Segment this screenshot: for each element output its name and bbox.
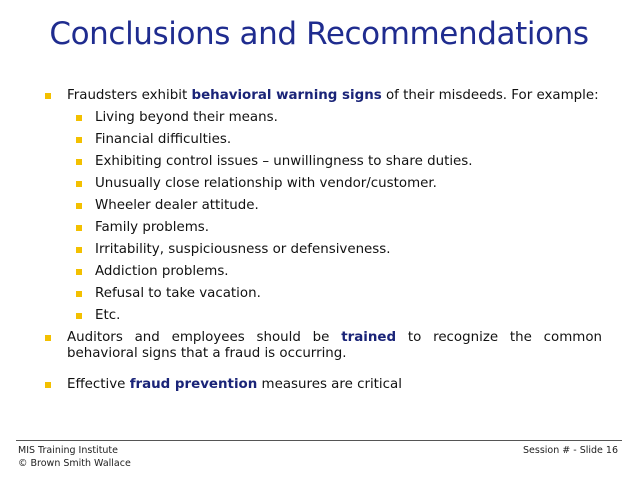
bullet-square-icon — [76, 247, 82, 253]
sub-bullet-item — [95, 198, 602, 214]
bullet-text: of their misdeeds. For example: — [381, 88, 599, 103]
sub-bullet-item — [95, 154, 602, 170]
sub-bullet-item — [95, 176, 602, 192]
footer-copyright: © Brown Smith Wallace — [18, 458, 131, 469]
bullet-square-icon — [76, 181, 82, 187]
bullet-square-icon — [45, 382, 51, 388]
bullet-text: to recognize the common behavioral signs that a fraud is occurring. — [67, 330, 602, 361]
bullet-square-icon — [76, 225, 82, 231]
sub-bullet-item — [95, 308, 602, 324]
sub-bullet-item — [95, 110, 602, 126]
slide-title: Conclusions and Recommendations — [49, 16, 589, 52]
emphasis-text: behavioral warning signs — [191, 88, 382, 103]
sub-bullet-text: Financial difficulties. — [95, 132, 232, 147]
sub-bullet-text: Exhibiting control issues – unwillingness to share duties. — [95, 154, 473, 169]
bullet-square-icon — [45, 93, 51, 99]
bullet-behavioral-signs — [67, 88, 602, 104]
sub-bullet-text: Etc. — [95, 308, 121, 323]
bullet-square-icon — [45, 335, 51, 341]
bullet-text: Effective — [67, 377, 130, 392]
footer-organization: MIS Training Institute — [18, 445, 119, 456]
sub-bullet-item — [95, 286, 602, 302]
bullet-text: Fraudsters exhibit — [67, 88, 192, 103]
emphasis-text: fraud prevention — [129, 377, 258, 392]
sub-bullet-text: Irritability, suspiciousness or defensiveness. — [95, 242, 391, 257]
bullet-text: Auditors and employees should be — [67, 330, 342, 345]
emphasis-text: trained — [341, 330, 397, 345]
sub-bullet-item — [95, 242, 602, 258]
bullet-square-icon — [76, 203, 82, 209]
sub-bullet-text: Refusal to take vacation. — [95, 286, 261, 301]
bullet-training — [67, 330, 602, 362]
bullet-square-icon — [76, 269, 82, 275]
sub-bullet-item — [95, 132, 602, 148]
bullet-square-icon — [76, 291, 82, 297]
sub-bullet-text: Wheeler dealer attitude. — [95, 198, 259, 213]
bullet-prevention — [67, 377, 602, 393]
sub-bullet-text: Family problems. — [95, 220, 209, 235]
footer-divider — [16, 440, 622, 441]
sub-bullet-text: Unusually close relationship with vendor/customer. — [95, 176, 437, 191]
bullet-square-icon — [76, 159, 82, 165]
bullet-text: measures are critical — [257, 377, 402, 392]
sub-bullet-item — [95, 264, 602, 280]
sub-bullet-item — [95, 220, 602, 236]
sub-bullet-text: Addiction problems. — [95, 264, 229, 279]
sub-bullet-text: Living beyond their means. — [95, 110, 278, 125]
bullet-square-icon — [76, 115, 82, 121]
bullet-square-icon — [76, 313, 82, 319]
bullet-square-icon — [76, 137, 82, 143]
footer-slide-number: Session # - Slide 16 — [523, 445, 618, 456]
